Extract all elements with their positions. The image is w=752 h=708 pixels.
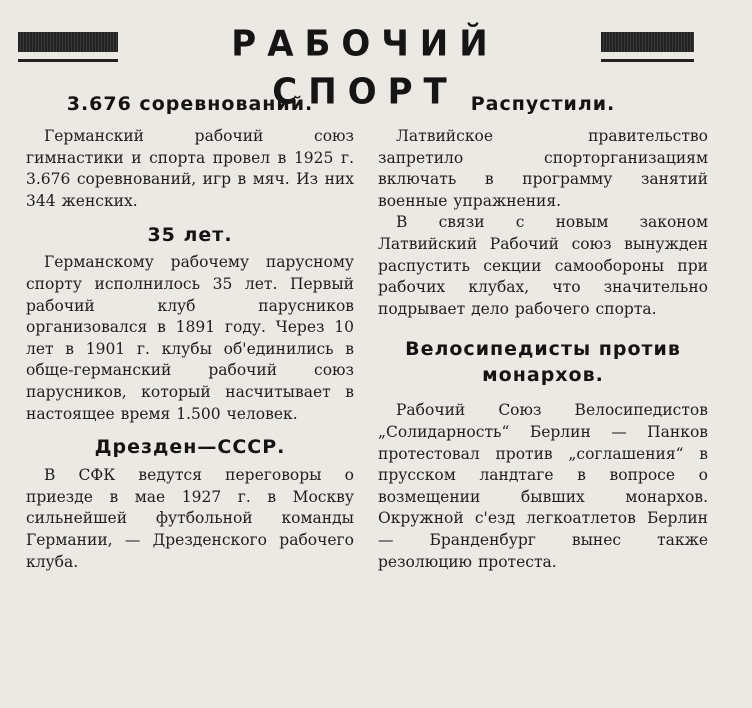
article-paragraph: Германский рабочий союз гимнастики и спорта провел в 1925 г. 3.676 соревнований, игр в мяч. Из них 344 женских. xyxy=(26,127,354,210)
article-headline: Дрезден—СССР. xyxy=(94,436,286,459)
masthead-underline-right xyxy=(601,59,694,62)
right-column xyxy=(378,88,708,573)
masthead-title: РАБОЧИЙ СПОРТ xyxy=(231,22,499,114)
article-headline: Велосипедисты против монархов. xyxy=(405,338,681,387)
article-body xyxy=(26,126,354,212)
masthead-rule-right xyxy=(601,32,694,52)
article-paragraph: Рабочий Союз Велосипедистов „Солидарность“ Берлин — Панков протестовал против „соглашения“ в прусском ландтаге в вопросе о возмещении бывших монархов. Окружной с'езд легкоатлетов Берлин — Бранденбург вынес также резолюцию протеста. xyxy=(378,401,708,571)
article-body xyxy=(26,252,354,425)
article-paragraph: Германскому рабочему парусному спорту исполнилось 35 лет. Первый рабочий клуб парусников организовался в 1891 году. Через 10 лет в 1901 г. клубы об'единились в обще-германский рабочий союз парусников, который насчитывает в настоящее время 1.500 человек. xyxy=(26,253,354,423)
left-column xyxy=(26,88,354,573)
article-paragraph: В СФК ведутся переговоры о приезде в мае 1927 г. в Москву сильнейшей футбольной команды Германии, — Дрезденского рабочего клуба. xyxy=(26,466,354,571)
article-body xyxy=(378,400,708,573)
masthead-rule-left xyxy=(18,32,118,52)
article-body xyxy=(378,126,708,320)
article-headline: 3.676 соревнований. xyxy=(66,93,314,115)
article-paragraph: Латвийское правительство запретило спорторганизациям включать в программу занятий военные упражнения. xyxy=(378,127,708,210)
masthead-underline-left xyxy=(18,59,118,62)
article-headline: Распустили. xyxy=(470,93,616,115)
article-headline: 35 лет. xyxy=(147,224,233,247)
article-paragraph: В связи с новым законом Латвийский Рабочий союз вынужден распустить секции самообороны при рабочих клубах, что значительно подрывает дело рабочего спорта. xyxy=(378,213,708,318)
article-body xyxy=(26,465,354,573)
